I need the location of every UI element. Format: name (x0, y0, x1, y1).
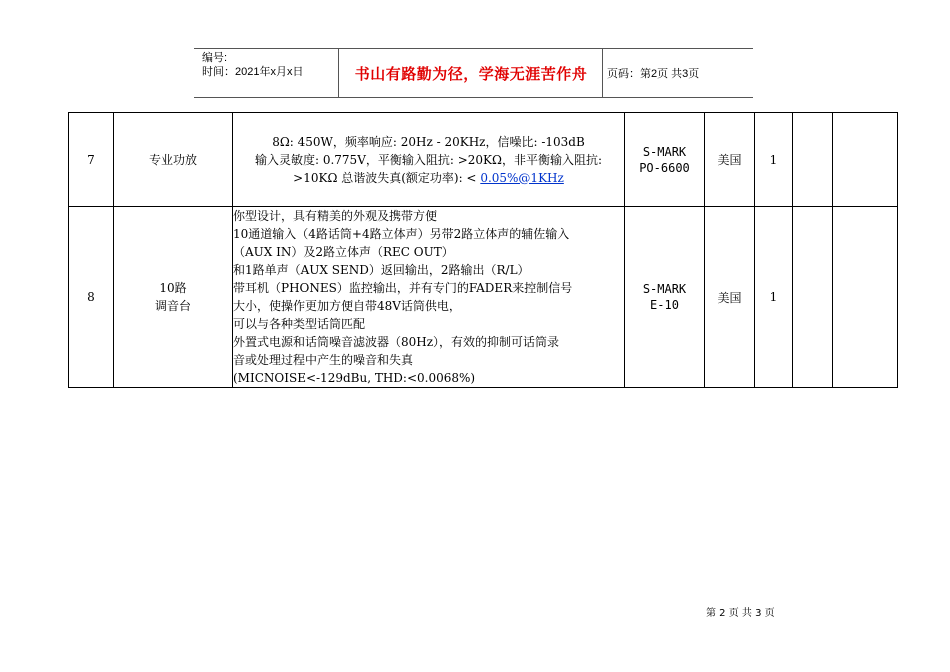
table-row (69, 207, 898, 388)
desc-line: 输入灵敏度: 0.775V，平衡输入阻抗: >20KΩ，非平衡输入阻抗: (254, 152, 603, 167)
row-model: PO-6600 (639, 160, 690, 175)
row-model: E-10 (650, 298, 679, 312)
row-index: 8 (69, 207, 114, 388)
row-origin: 美国 (705, 113, 755, 207)
page-footer: 第 2 页 共 3 页 (706, 608, 775, 619)
row-empty-cell (833, 207, 898, 388)
row-empty-cell (833, 113, 898, 207)
header-code-label: 编号: (202, 52, 228, 64)
row-brand: S-MARK (642, 144, 687, 159)
row-description (233, 113, 625, 207)
row-empty-cell (793, 207, 833, 388)
row-empty-cell (793, 113, 833, 207)
row-description (233, 207, 625, 388)
equipment-table (68, 112, 898, 388)
row-brand-model (625, 113, 705, 207)
row-qty: 1 (755, 113, 793, 207)
row-name-line: 调音台 (154, 299, 191, 313)
row-qty: 1 (755, 207, 793, 388)
row-brand-model (625, 207, 705, 388)
header-meta (202, 51, 303, 79)
desc-line: 带耳机（PHONES）监控输出，并有专门的FADER来控制信号 (233, 281, 573, 295)
desc-link[interactable]: 0.05%@1KHz (480, 170, 564, 185)
header-motto: 书山有路勤为径，学海无涯苦作舟 (354, 64, 588, 83)
page-header (194, 48, 753, 98)
header-divider (602, 49, 603, 97)
row-name: 专业功放 (114, 113, 233, 207)
row-name-line: 10路 (159, 281, 187, 295)
desc-line: 大小，使操作更加方便自带48V话筒供电， (233, 299, 461, 313)
header-divider (338, 49, 339, 97)
header-time-label: 时间：2021年x月x日 (202, 66, 304, 78)
desc-line (233, 169, 624, 187)
row-brand: S-MARK (642, 282, 687, 296)
desc-line: 音或处理过程中产生的噪音和失真 (233, 353, 414, 367)
desc-text: >10KΩ 总谐波失真(额定功率): < (293, 170, 481, 185)
desc-line: 可以与各种类型话筒匹配 (233, 317, 366, 331)
desc-line: 8Ω: 450W，频率响应: 20Hz - 20KHz，信噪比: -103dB (272, 134, 585, 149)
row-index: 7 (69, 113, 114, 207)
desc-line: (MICNOISE<-129dBu, THD:<0.0068%) (233, 371, 476, 385)
row-name (114, 207, 233, 388)
desc-line: 10通道输入（4路话筒+4路立体声）另带2路立体声的辅佐输入 (233, 227, 570, 241)
row-origin: 美国 (705, 207, 755, 388)
desc-line: 和1路单声（AUX SEND）返回输出，2路输出（R/L） (233, 263, 530, 277)
desc-line: 外置式电源和话筒噪音滤波器（80Hz），有效的抑制可话筒录 (233, 335, 560, 349)
desc-line: （AUX IN）及2路立体声（REC OUT） (233, 245, 454, 259)
header-page-info: 页码：第2页 共3页 (607, 68, 700, 80)
table-row (69, 113, 898, 207)
desc-line: 你型设计，具有精美的外观及携带方便 (233, 209, 438, 223)
